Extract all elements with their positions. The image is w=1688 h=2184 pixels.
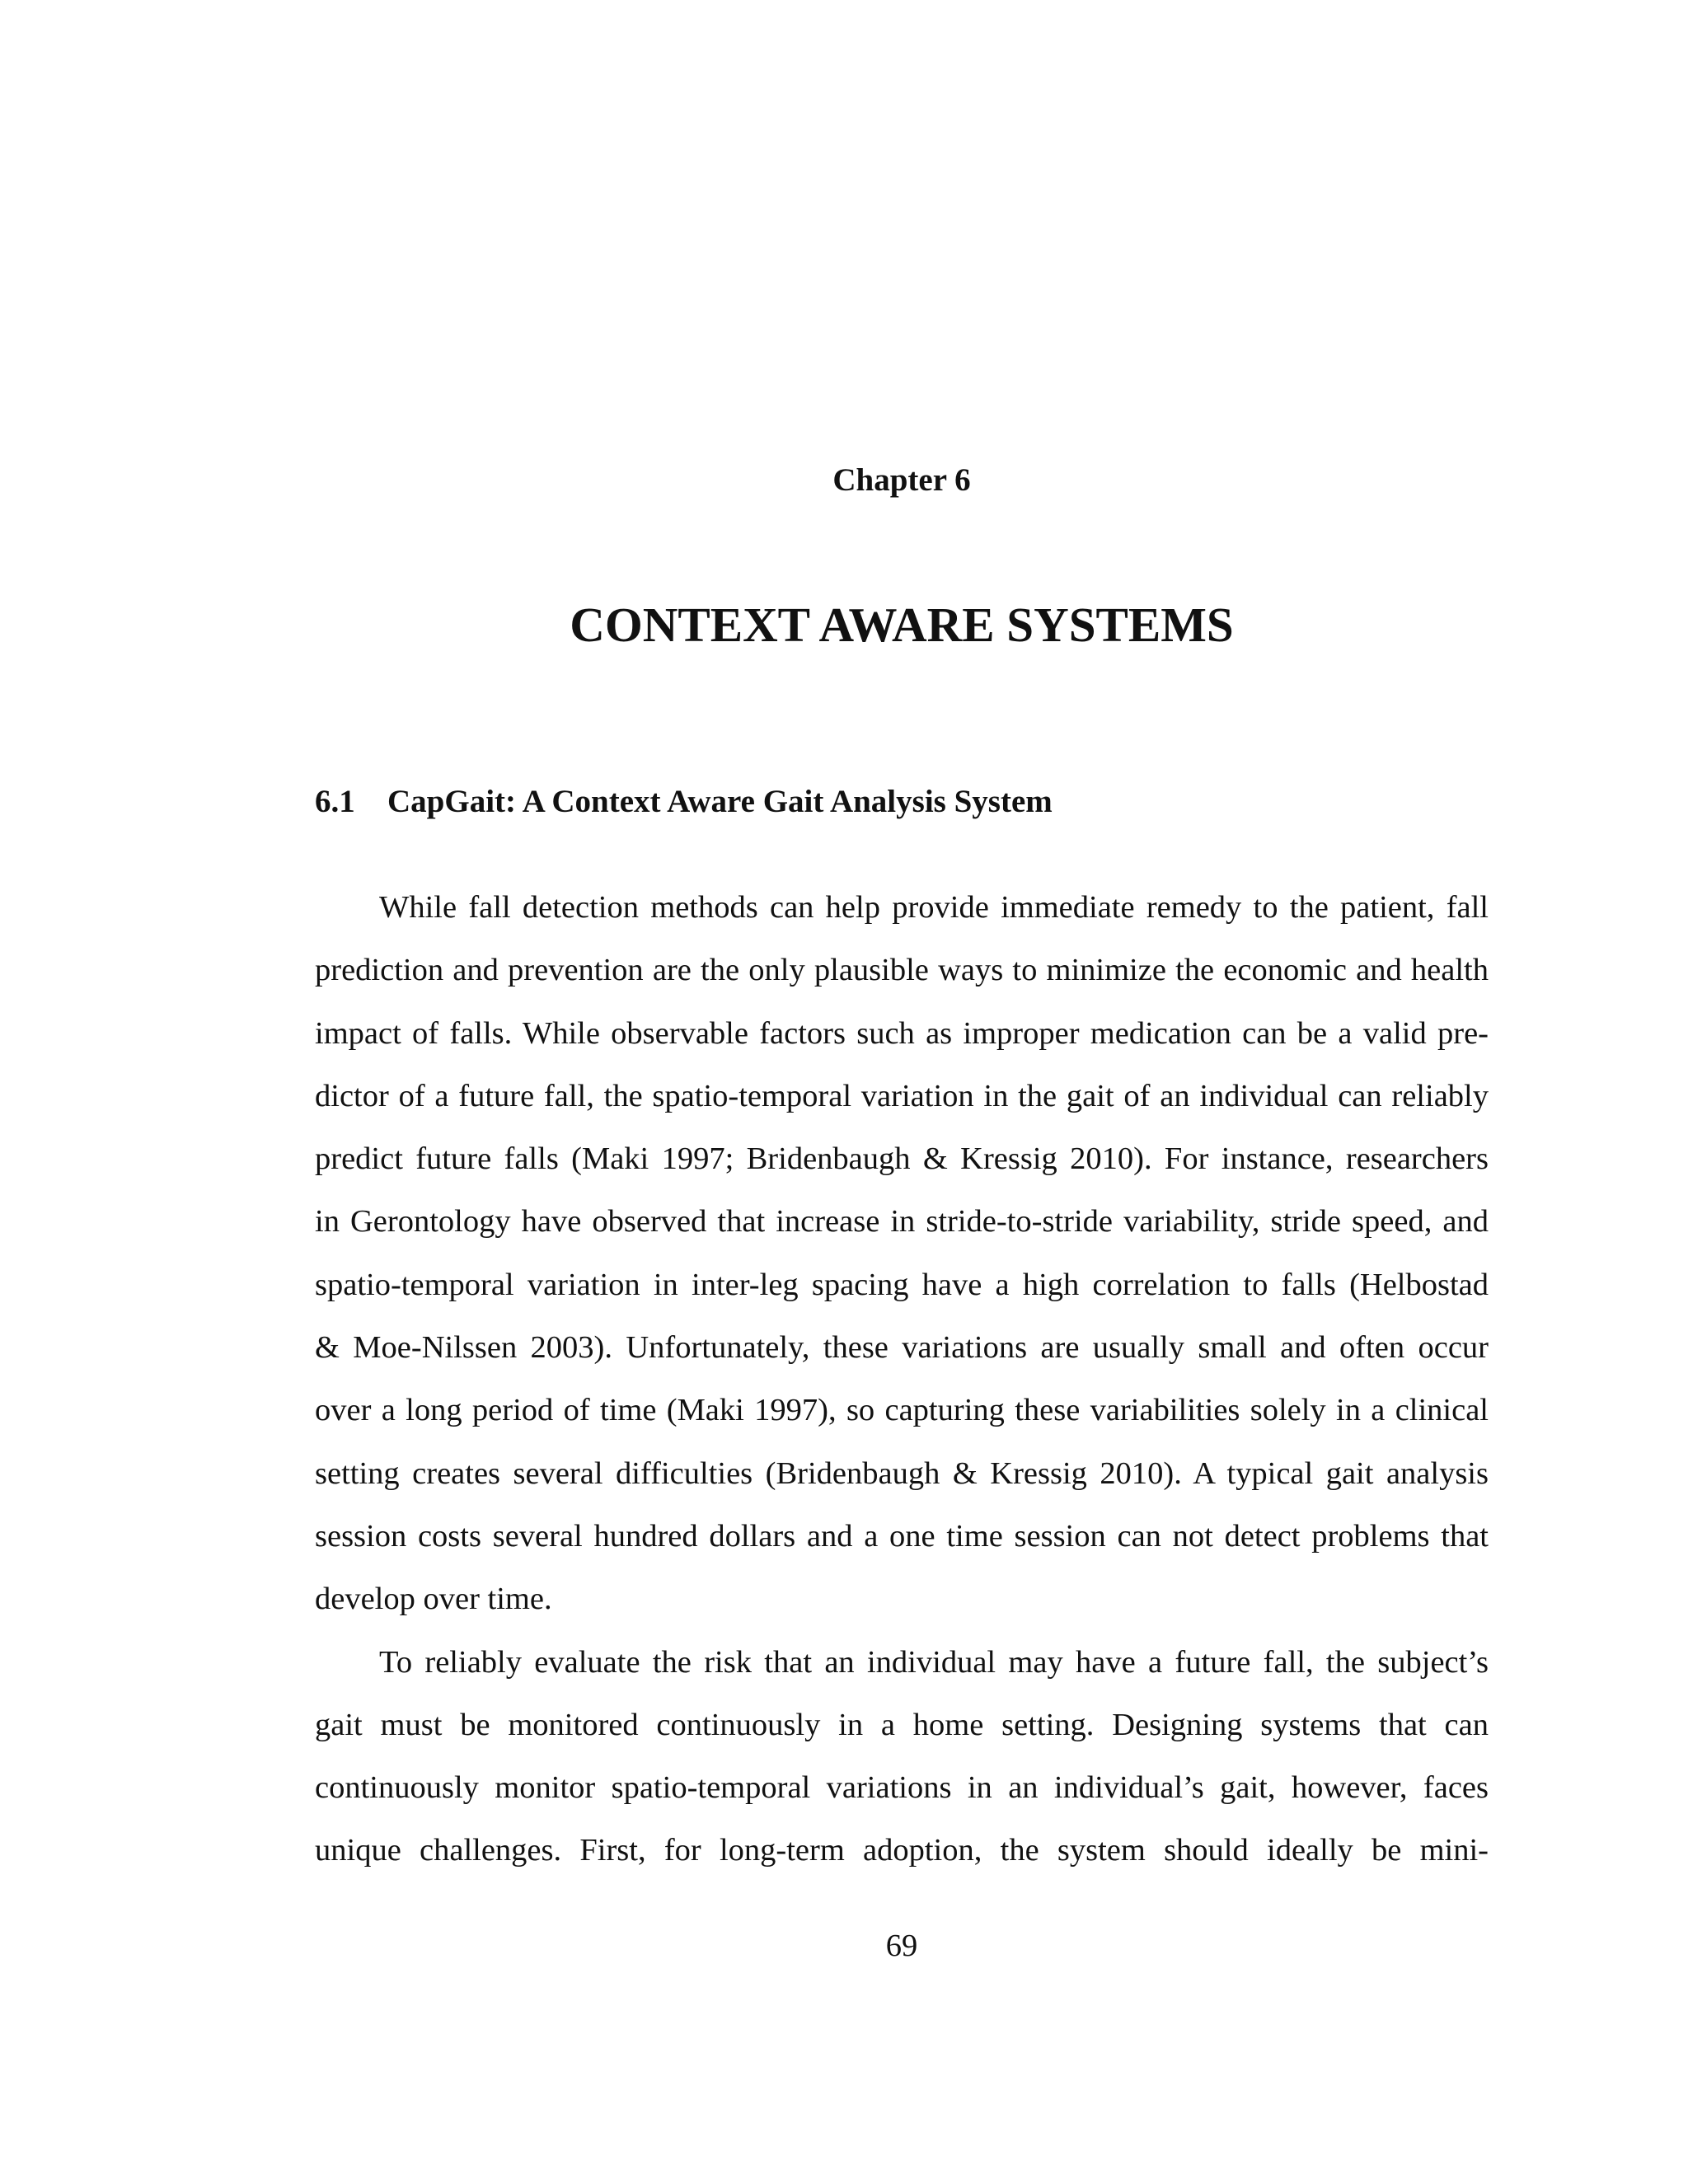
- paragraph-2-line: continuously monitor spatio-temporal variations in an individual’s gait, however, faces: [315, 1770, 1489, 1806]
- page-number: 69: [885, 1929, 918, 1963]
- paragraph-2-line: To reliably evaluate the risk that an individual may have a future fall, the subject’s: [379, 1644, 1489, 1680]
- paragraph-2-line: unique challenges. First, for long-term adoption, the system should ideally be mini-: [315, 1833, 1489, 1868]
- paragraph-1-line: impact of falls. While observable factors such as improper medication can be a valid pre-: [315, 1015, 1489, 1051]
- chapter-label: Chapter 6: [832, 462, 971, 498]
- section-number: 6.1: [315, 784, 355, 819]
- section-title: CapGait: A Context Aware Gait Analysis System: [387, 784, 1053, 819]
- paragraph-1-line: spatio-temporal variation in inter-leg spacing have a high correlation to falls (Helbostad: [315, 1267, 1489, 1302]
- body-text: [315, 876, 1489, 1882]
- paragraph-1-line: in Gerontology have observed that increase in stride-to-stride variability, stride speed, and: [315, 1204, 1489, 1240]
- paragraph-1-line: predict future falls (Maki 1997; Bridenbaugh & Kressig 2010). For instance, researchers: [315, 1141, 1489, 1177]
- paragraph-2-line: gait must be monitored continuously in a home setting. Designing systems that can: [315, 1707, 1489, 1742]
- paragraph-1-line: & Moe-Nilssen 2003). Unfortunately, these variations are usually small and often occur: [315, 1330, 1489, 1366]
- paragraph-1-line: dictor of a future fall, the spatio-temporal variation in the gait of an individual can reliably: [315, 1078, 1489, 1113]
- section-heading: [315, 781, 1053, 823]
- chapter-title: CONTEXT AWARE SYSTEMS: [570, 598, 1234, 652]
- paragraph-1-line: prediction and prevention are the only plausible ways to minimize the economic and health: [315, 953, 1489, 988]
- paragraph-1-line: develop over time.: [315, 1582, 552, 1617]
- paragraph-1-line: session costs several hundred dollars and a one time session can not detect problems that: [315, 1518, 1489, 1554]
- paragraph-1-line: over a long period of time (Maki 1997), so capturing these variabilities solely in a clinical: [315, 1393, 1489, 1428]
- paragraph-1-line: setting creates several difficulties (Bridenbaugh & Kressig 2010). A typical gait analysis: [315, 1455, 1489, 1491]
- paragraph-1-line: While fall detection methods can help provide immediate remedy to the patient, fall: [379, 890, 1489, 925]
